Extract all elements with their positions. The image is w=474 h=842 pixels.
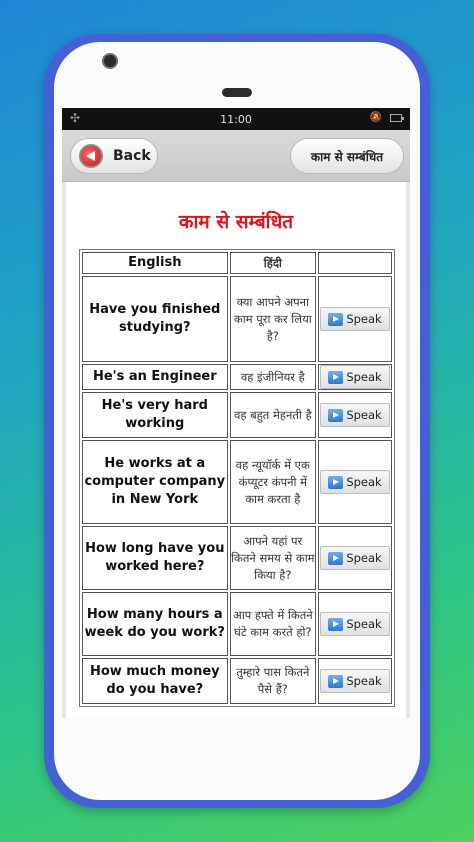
front-camera-icon <box>102 53 118 69</box>
hindi-phrase: आप हफ्ते में कितने घंटे काम करते हो? <box>230 592 316 656</box>
speak-button[interactable] <box>320 365 390 389</box>
play-icon <box>328 618 343 631</box>
app-screen <box>62 108 410 718</box>
status-time: 11:00 <box>220 112 252 126</box>
table-row <box>82 440 392 524</box>
earpiece-speaker <box>222 88 252 97</box>
column-header-english: English <box>82 252 228 274</box>
speak-button[interactable] <box>320 470 390 494</box>
speak-button[interactable] <box>320 546 390 570</box>
play-icon <box>328 409 343 422</box>
hindi-phrase: वह बहुत मेहनती है <box>230 392 316 438</box>
column-header-speak <box>318 252 392 274</box>
speak-label: Speak <box>346 370 382 384</box>
hindi-phrase: वह इंजीनियर है <box>230 364 316 390</box>
speak-label: Speak <box>346 312 382 326</box>
table-header-row <box>82 252 392 274</box>
speak-button[interactable] <box>320 669 390 693</box>
play-icon <box>328 675 343 688</box>
usb-debug-icon: ✣ <box>70 111 81 125</box>
play-icon <box>328 371 343 384</box>
topic-button[interactable] <box>290 138 404 174</box>
table-row <box>82 364 392 390</box>
table-row <box>82 392 392 438</box>
back-button[interactable] <box>70 138 158 174</box>
phrase-table <box>79 249 395 707</box>
battery-icon <box>390 114 402 122</box>
back-button-label: Back <box>113 148 151 164</box>
speak-button[interactable] <box>320 307 390 331</box>
speak-label: Speak <box>346 617 382 631</box>
table-row <box>82 276 392 362</box>
english-phrase: How much money do you have? <box>82 658 228 704</box>
english-phrase: How many hours a week do you work? <box>82 592 228 656</box>
hindi-phrase: क्या आपने अपना काम पूरा कर लिया है? <box>230 276 316 362</box>
speak-label: Speak <box>346 674 382 688</box>
table-row <box>82 658 392 704</box>
speak-button[interactable] <box>320 612 390 636</box>
play-icon <box>328 313 343 326</box>
hindi-phrase: आपने यहां पर कितने समय से काम किया है? <box>230 526 316 590</box>
status-bar <box>62 108 410 130</box>
speak-button[interactable] <box>320 403 390 427</box>
hindi-phrase: वह न्यूयॉर्क में एक कंप्यूटर कंपनी में काम करता है <box>230 440 316 524</box>
table-row <box>82 592 392 656</box>
speak-label: Speak <box>346 475 382 489</box>
english-phrase: He's very hard working <box>82 392 228 438</box>
table-row <box>82 526 392 590</box>
english-phrase: Have you finished studying? <box>82 276 228 362</box>
topic-button-label: काम से सम्बंधित <box>310 149 384 164</box>
back-arrow-icon <box>79 144 103 168</box>
hindi-phrase: तुम्हारे पास कितने पैसे हैं? <box>230 658 316 704</box>
play-icon <box>328 476 343 489</box>
phrase-content <box>66 182 406 718</box>
top-toolbar <box>62 130 410 182</box>
column-header-hindi: हिंदी <box>230 252 316 274</box>
play-icon <box>328 552 343 565</box>
notification-muted-icon: 🔕 <box>369 112 382 123</box>
speak-label: Speak <box>346 551 382 565</box>
english-phrase: He's an Engineer <box>82 364 228 390</box>
english-phrase: How long have you worked here? <box>82 526 228 590</box>
speak-label: Speak <box>346 408 382 422</box>
english-phrase: He works at a computer company in New York <box>82 440 228 524</box>
page-title: काम से सम्बंधित <box>178 211 294 233</box>
